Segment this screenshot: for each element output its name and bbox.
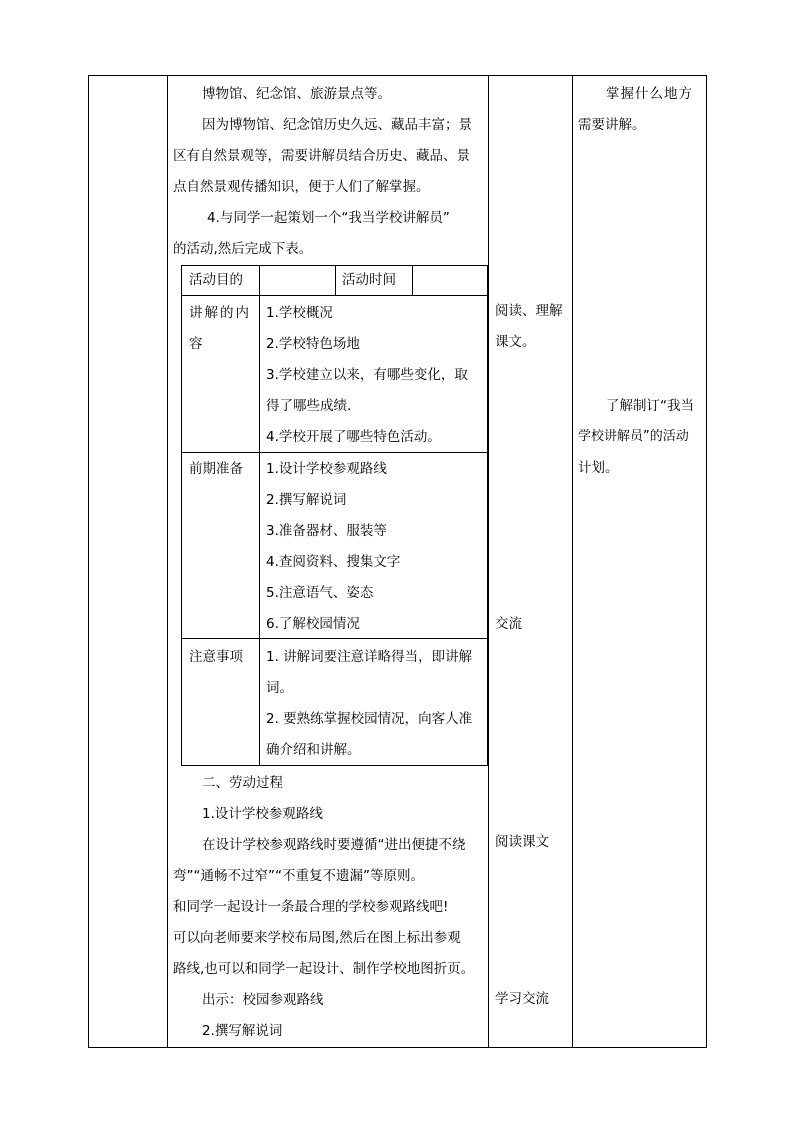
- list-item: 5.注意语气、姿态: [266, 585, 374, 601]
- design-intent: 学校讲解员”的活动: [578, 429, 689, 444]
- text-line: 弯”“通畅不过窄”“不重复不遗漏”等原则。: [173, 868, 424, 884]
- table-col-divider: [259, 265, 260, 766]
- text-line: 在设计学校参观路线时要遵循“进出便捷不绕: [202, 837, 466, 853]
- student-activity: 课文。: [495, 334, 536, 350]
- text-line: 和同学一起设计一条最合理的学校参观路线吧!: [173, 899, 449, 915]
- student-activity: 阅读、理解: [495, 303, 563, 319]
- list-item: 2.撰写解说词: [266, 492, 347, 508]
- list-item: 4.学校开展了哪些特色活动。: [266, 429, 441, 445]
- table-cell-label: 活动时间: [342, 272, 396, 288]
- table-cell-label: 前期准备: [189, 461, 243, 477]
- table-cell-label: 讲解的内: [189, 305, 251, 321]
- column-divider-2: [488, 75, 489, 1048]
- table-cell-label: 活动目的: [189, 272, 243, 288]
- student-activity: 阅读课文: [495, 834, 549, 850]
- list-item: 词。: [266, 680, 293, 696]
- table-col-divider: [335, 265, 336, 295]
- text-line: 1.设计学校参观路线: [202, 806, 323, 822]
- text-line: 区有自然景观等，需要讲解员结合历史、藏品、景: [173, 148, 470, 164]
- text-line: 点自然景观传播知识，便于人们了解掌握。: [173, 179, 430, 195]
- design-intent: 计划。: [578, 460, 619, 476]
- table-row-divider: [181, 638, 488, 639]
- table-cell-label: 容: [189, 336, 203, 352]
- section-heading: 二、劳动过程: [202, 775, 283, 791]
- list-item: 3.学校建立以来，有哪些变化，取: [266, 367, 468, 383]
- list-item: 2. 要熟练掌握校园情况，向客人准: [266, 711, 473, 727]
- design-intent: 需要讲解。: [578, 117, 646, 133]
- text-line: 路线,也可以和同学一起设计、制作学校地图折页。: [173, 961, 475, 977]
- text-line: 可以向老师要来学校布局图,然后在图上标出参观: [173, 930, 461, 946]
- table-row-divider: [181, 452, 488, 453]
- text-line: 因为博物馆、纪念馆历史久远、藏品丰富；景: [202, 117, 472, 133]
- text-line: 的活动,然后完成下表。: [173, 241, 313, 257]
- list-item: 4.查阅资料、搜集文字: [266, 554, 401, 570]
- column-divider-1: [167, 75, 168, 1048]
- list-item: 3.准备器材、服装等: [266, 523, 387, 539]
- list-item: 2.学校特色场地: [266, 336, 360, 352]
- table-row-divider: [181, 295, 488, 296]
- design-intent: 了解制订“我当: [606, 398, 694, 414]
- design-intent: 掌握什么地方: [606, 86, 693, 102]
- table-col-divider: [412, 265, 413, 295]
- text-line: 2.撰写解说词: [202, 1023, 283, 1039]
- text-line: 4.与同学一起策划一个“我当学校讲解员”: [207, 210, 450, 226]
- list-item: 确介绍和讲解。: [266, 742, 361, 758]
- list-item: 1.学校概况: [266, 305, 333, 321]
- table-cell-label: 注意事项: [189, 649, 243, 665]
- text-line: 博物馆、纪念馆、旅游景点等。: [202, 86, 391, 102]
- student-activity: 交流: [495, 616, 522, 632]
- column-divider-3: [572, 75, 573, 1048]
- list-item: 1.设计学校参观路线: [266, 461, 387, 477]
- student-activity: 学习交流: [495, 991, 549, 1007]
- list-item: 1. 讲解词要注意详略得当，即讲解: [266, 649, 473, 665]
- list-item: 6.了解校园情况: [266, 616, 360, 632]
- text-line: 出示：校园参观路线: [202, 992, 324, 1008]
- list-item: 得了哪些成绩.: [266, 398, 352, 414]
